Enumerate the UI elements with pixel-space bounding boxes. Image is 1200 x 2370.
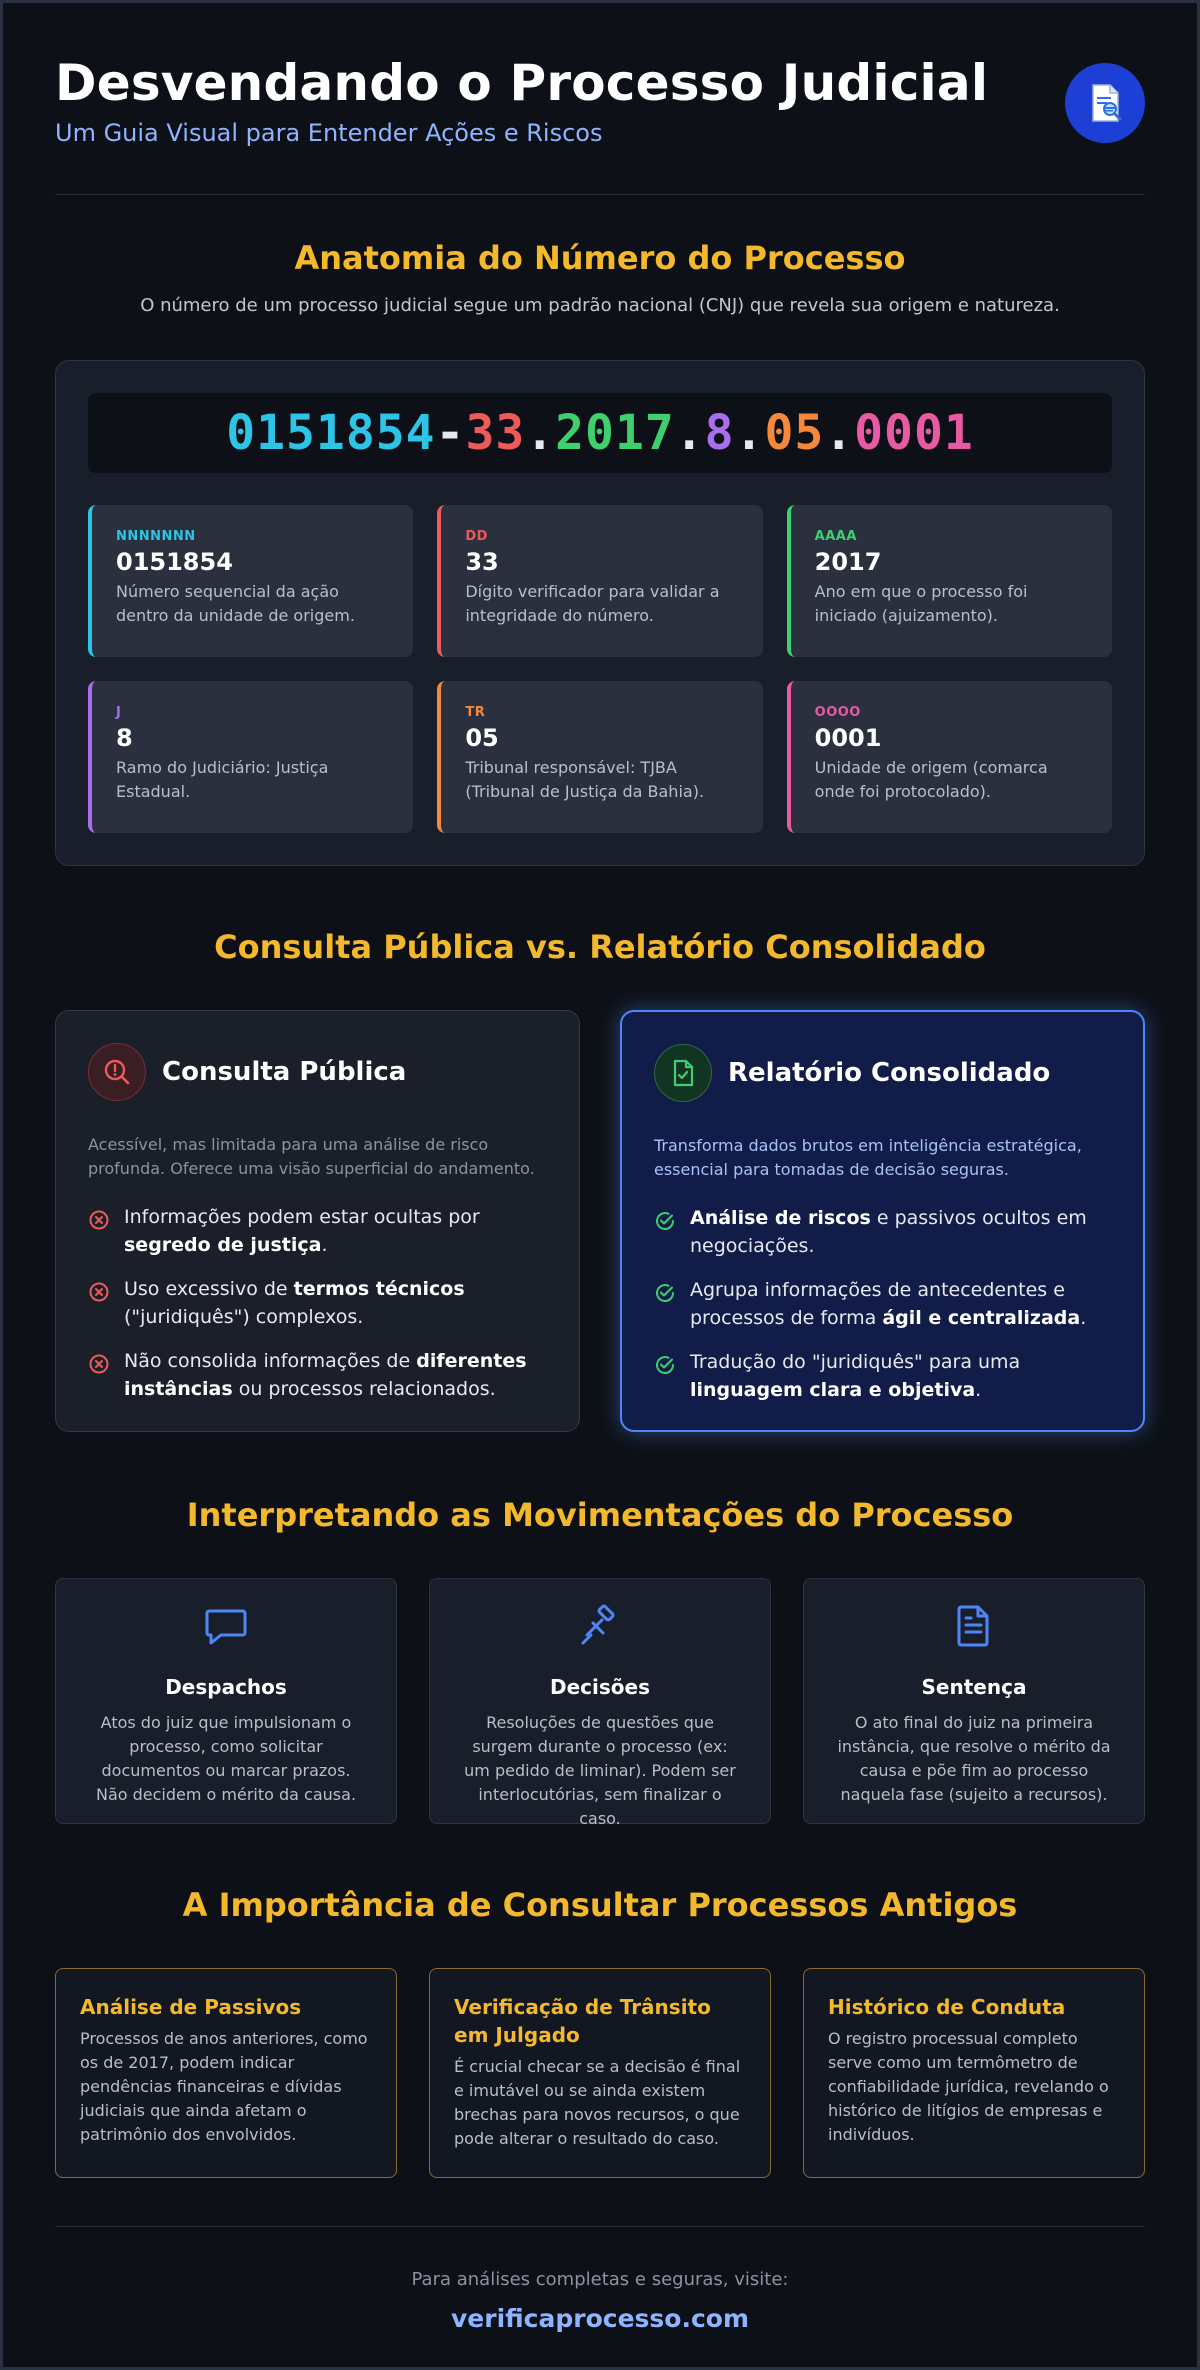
segment-code: AAAA	[814, 529, 857, 544]
list-item-text: Não consolida informações de diferentes instâncias ou processos relacionados.	[124, 1350, 527, 1400]
number-segment: 8	[704, 405, 735, 461]
segment-value: 8	[116, 724, 133, 752]
importance-section	[55, 1824, 1145, 2178]
number-segment: 33	[465, 405, 526, 461]
importance-card-title: Análise de Passivos	[80, 1995, 302, 2019]
movement-card-sentenca	[803, 1578, 1145, 1824]
number-separator: .	[674, 405, 705, 461]
list-item	[654, 1204, 1111, 1260]
importance-card-historico	[803, 1968, 1145, 2178]
movement-card-despachos	[55, 1578, 397, 1824]
x-circle-icon	[88, 1281, 112, 1311]
check-circle-icon	[654, 1354, 678, 1384]
document-icon	[804, 1603, 1144, 1651]
segment-value: 0151854	[116, 548, 233, 576]
document-search-icon	[1065, 63, 1145, 143]
card-title: Consulta Pública	[162, 1057, 407, 1087]
segment-card-tr	[437, 681, 762, 833]
anatomy-section	[55, 195, 1145, 866]
card-header	[654, 1044, 1111, 1102]
importance-card-title: Verificação de Trânsito em Julgado	[454, 1995, 711, 2047]
card-description: Transforma dados brutos em inteligência estratégica, essencial para tomadas de decisão seguras.	[654, 1136, 1082, 1179]
movement-description: Atos do juiz que impulsionam o processo, como solicitar documentos ou marcar prazos. Não decidem o mérito da causa.	[95, 1713, 357, 1804]
list-item-text: Informações podem estar ocultas por segredo de justiça.	[124, 1206, 480, 1256]
card-description: Acessível, mas limitada para uma análise de risco profunda. Oferece uma visão superficial do andamento.	[88, 1135, 535, 1178]
segment-description: Dígito verificador para validar a integridade do número.	[465, 582, 720, 625]
segment-value: 2017	[814, 548, 882, 576]
comparison-section	[55, 866, 1145, 1432]
importance-card-description: Processos de anos anteriores, como os de 2017, podem indicar pendências financeiras e dívidas judiciais que ainda afetam o patrimônio dos envolvidos.	[80, 2029, 368, 2144]
segment-code: DD	[465, 529, 488, 544]
card-header	[88, 1043, 547, 1101]
alert-search-icon	[88, 1043, 146, 1101]
consolidated-report-card	[620, 1010, 1145, 1432]
segment-value: 33	[465, 548, 499, 576]
importance-title: A Importância de Consultar Processos Antigos	[182, 1886, 1018, 1924]
x-circle-icon	[88, 1209, 112, 1239]
public-consultation-card	[55, 1010, 580, 1432]
segment-code: J	[116, 705, 122, 720]
document-check-icon	[654, 1044, 712, 1102]
segment-code: OOOO	[814, 705, 861, 720]
page-subtitle: Um Guia Visual para Entender Ações e Riscos	[55, 119, 603, 147]
segment-card-nnnnnnn	[88, 505, 413, 657]
segment-card-oooo	[787, 681, 1112, 833]
number-segment: 2017	[555, 405, 675, 461]
movement-title: Decisões	[550, 1675, 650, 1699]
list-item	[654, 1276, 1111, 1332]
x-circle-icon	[88, 1353, 112, 1383]
list-item	[88, 1203, 547, 1259]
anatomy-description: O número de um processo judicial segue um padrão nacional (CNJ) que revela sua origem e natureza.	[140, 295, 1060, 316]
check-circle-icon	[654, 1210, 678, 1240]
list-item	[654, 1348, 1111, 1404]
message-icon	[56, 1603, 396, 1651]
segment-card-j	[88, 681, 413, 833]
segment-description: Ramo do Judiciário: Justiça Estadual.	[116, 758, 329, 801]
segment-grid	[88, 505, 1112, 833]
gavel-icon	[430, 1603, 770, 1651]
segment-description: Ano em que o processo foi iniciado (ajuizamento).	[814, 582, 1028, 625]
movements-grid	[55, 1578, 1145, 1828]
check-circle-icon	[654, 1282, 678, 1312]
movement-card-decisoes	[429, 1578, 771, 1828]
list-item-text: Uso excessivo de termos técnicos ("juridiquês") complexos.	[124, 1278, 465, 1328]
report-benefits-list	[654, 1204, 1111, 1404]
footer	[55, 2226, 1145, 2333]
segment-description: Unidade de origem (comarca onde foi protocolado).	[814, 758, 1048, 801]
list-item	[88, 1275, 547, 1331]
page-title: Desvendando o Processo Judicial	[55, 54, 989, 112]
importance-grid	[55, 1968, 1145, 2178]
anatomy-panel	[55, 360, 1145, 866]
list-item	[88, 1347, 547, 1403]
importance-card-passivos	[55, 1968, 397, 2178]
public-limitations-list	[88, 1203, 547, 1403]
number-segment: 0001	[854, 405, 974, 461]
segment-code: NNNNNNN	[116, 529, 196, 544]
segment-value: 05	[465, 724, 499, 752]
segment-code: TR	[465, 705, 486, 720]
number-separator: .	[824, 405, 855, 461]
number-separator: .	[525, 405, 556, 461]
list-item-text: Tradução do "juridiquês" para uma linguagem clara e objetiva.	[690, 1351, 1021, 1401]
segment-card-aaaa	[787, 505, 1112, 657]
importance-card-transito	[429, 1968, 771, 2178]
movement-description: O ato final do juiz na primeira instância, que resolve o mérito da causa e põe fim ao processo naquela fase (sujeito a recursos).	[837, 1713, 1111, 1804]
segment-card-dd	[437, 505, 762, 657]
segment-value: 0001	[814, 724, 882, 752]
movement-description: Resoluções de questões que surgem durante o processo (ex: um pedido de liminar). Podem ser interlocutórias, sem finalizar o caso.	[464, 1713, 736, 1828]
importance-card-description: É crucial checar se a decisão é final e imutável ou se ainda existem brechas para novos recursos, o que pode alterar o resultado do caso.	[454, 2057, 741, 2148]
movements-section	[55, 1432, 1145, 1828]
anatomy-title: Anatomia do Número do Processo	[294, 239, 906, 277]
importance-card-description: O registro processual completo serve como um termômetro de confiabilidade jurídica, revelando o histórico de litígios de empresas e indivíduos.	[828, 2029, 1109, 2144]
importance-card-title: Histórico de Conduta	[828, 1995, 1066, 2019]
list-item-text: Análise de riscos e passivos ocultos em negociações.	[690, 1207, 1087, 1257]
comparison-title: Consulta Pública vs. Relatório Consolidado	[214, 928, 986, 966]
list-item-text: Agrupa informações de antecedentes e processos de forma ágil e centralizada.	[690, 1279, 1087, 1329]
movement-title: Sentença	[921, 1675, 1027, 1699]
number-segment: 0151854	[226, 405, 436, 461]
number-separator: -	[435, 405, 466, 461]
movement-title: Despachos	[165, 1675, 287, 1699]
number-separator: .	[734, 405, 765, 461]
footer-lead: Para análises completas e seguras, visite:	[411, 2269, 789, 2290]
process-number-display	[88, 393, 1112, 473]
segment-description: Número sequencial da ação dentro da unidade de origem.	[116, 582, 355, 625]
website-link[interactable]: verificaprocesso.com	[450, 2304, 750, 2333]
comparison-grid	[55, 1010, 1145, 1432]
header	[55, 3, 1145, 195]
card-title: Relatório Consolidado	[728, 1058, 1051, 1088]
segment-description: Tribunal responsável: TJBA (Tribunal de Justiça da Bahia).	[465, 758, 705, 801]
movements-title: Interpretando as Movimentações do Processo	[186, 1496, 1014, 1534]
number-segment: 05	[764, 405, 825, 461]
